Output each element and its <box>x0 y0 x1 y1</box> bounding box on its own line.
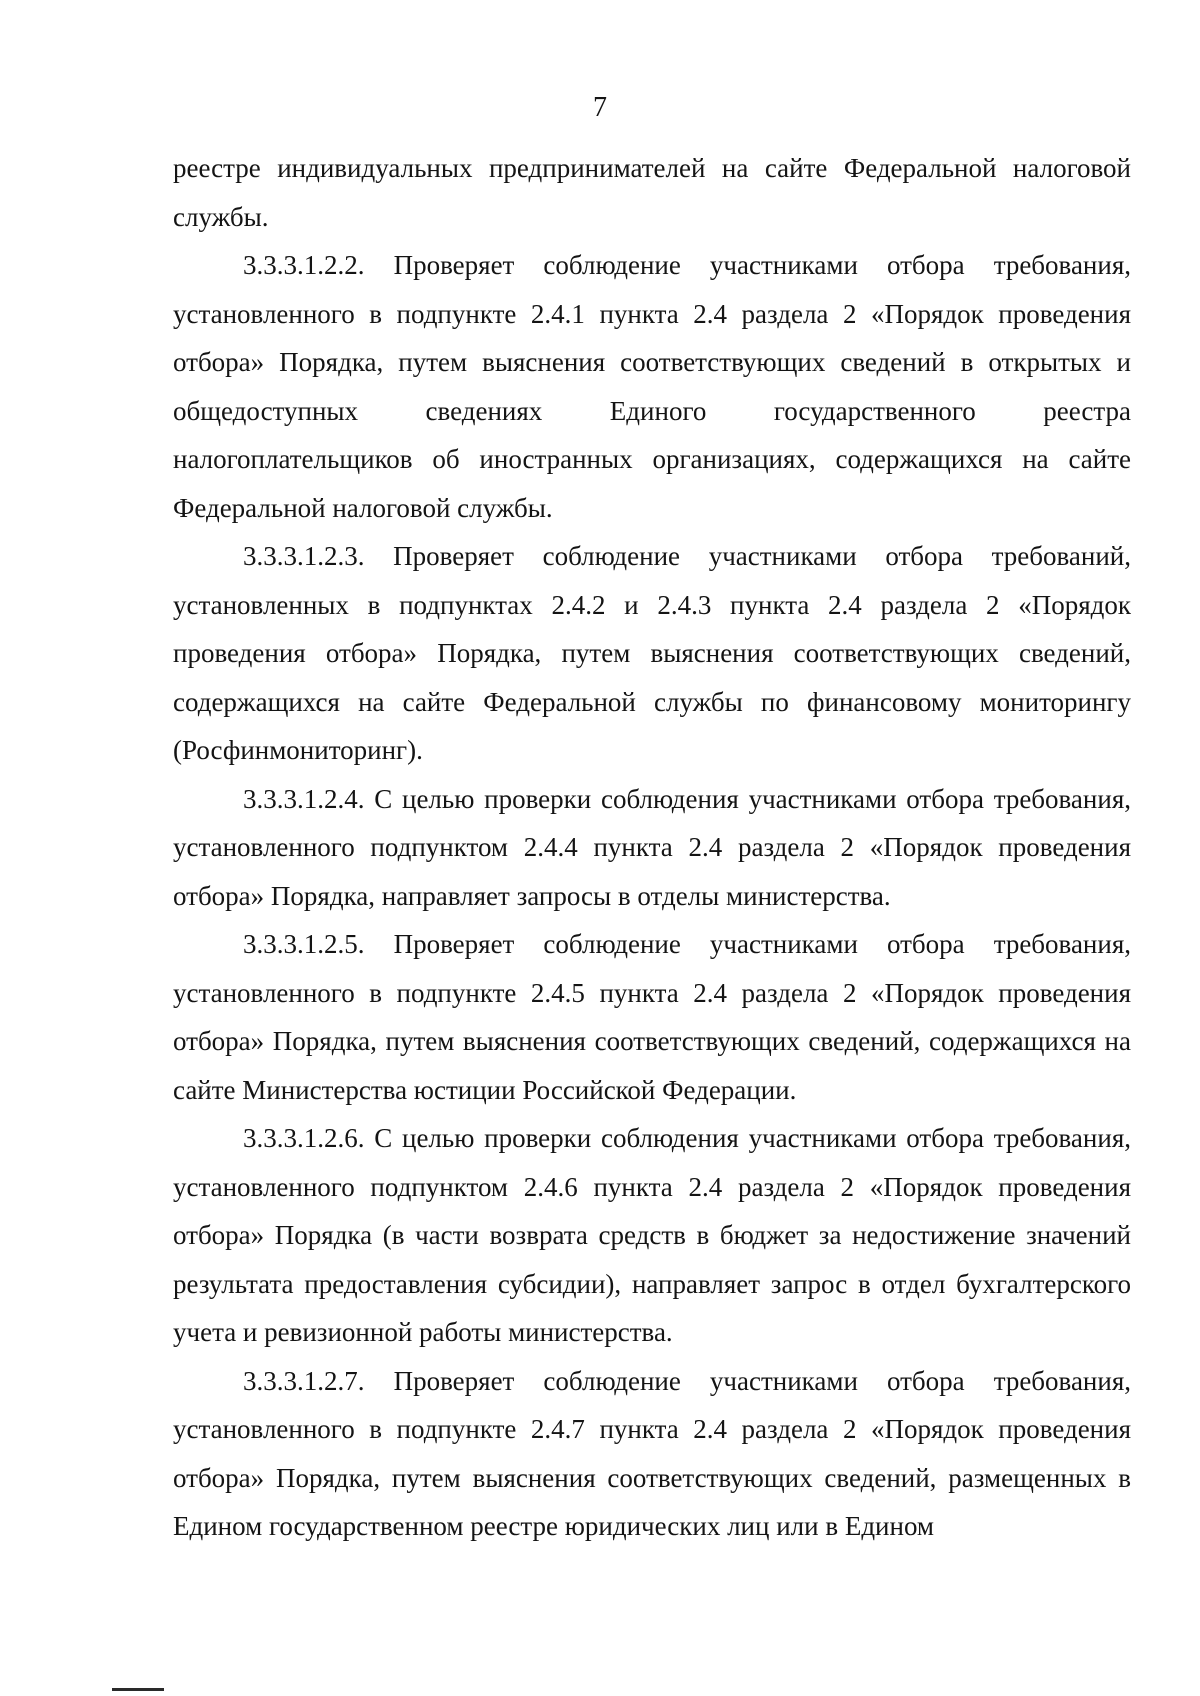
paragraph-3-3-3-1-2-5: 3.3.3.1.2.5. Проверяет соблюдение участниками отбора требования, установленного в подпункте 2.4.5 пункта 2.4 раздела 2 «Порядок проведения отбора» Порядка, путем выяснения соответствующих сведений, содержащихся на сайте Министерства юстиции Российской Федерации. <box>173 929 1131 1105</box>
paragraph-3-3-3-1-2-2: 3.3.3.1.2.2. Проверяет соблюдение участниками отбора требования, установленного в подпункте 2.4.1 пункта 2.4 раздела 2 «Порядок проведения отбора» Порядка, путем выяснения соответствующих сведений в открытых и общедоступных сведениях Единого государственного реестра налогоплательщиков об иностранных организациях, содержащихся на сайте Федеральной налоговой службы. <box>173 250 1131 523</box>
paragraph-continuation: реестре индивидуальных предпринимателей на сайте Федеральной налоговой службы. <box>173 153 1131 232</box>
scan-mark <box>112 1688 164 1691</box>
page-number: 7 <box>593 92 607 123</box>
paragraph-3-3-3-1-2-3: 3.3.3.1.2.3. Проверяет соблюдение участниками отбора требований, установленных в подпунктах 2.4.2 и 2.4.3 пункта 2.4 раздела 2 «Порядок проведения отбора» Порядка, путем выяснения соответствующих сведений, содержащихся на сайте Федеральной службы по финансовому мониторингу (Росфинмониторинг). <box>173 541 1131 765</box>
document-body <box>173 144 1131 1551</box>
paragraph-3-3-3-1-2-6: 3.3.3.1.2.6. С целью проверки соблюдения участниками отбора требования, установленного подпунктом 2.4.6 пункта 2.4 раздела 2 «Порядок проведения отбора» Порядка (в части возврата средств в бюджет за недостижение значений результата предоставления субсидии), направляет запрос в отдел бухгалтерского учета и ревизионной работы министерства. <box>173 1123 1131 1347</box>
paragraph-3-3-3-1-2-7: 3.3.3.1.2.7. Проверяет соблюдение участниками отбора требования, установленного в подпункте 2.4.7 пункта 2.4 раздела 2 «Порядок проведения отбора» Порядка, путем выяснения соответствующих сведений, размещенных в Едином государственном реестре юридических лиц или в Едином <box>173 1365 1131 1541</box>
paragraph-3-3-3-1-2-4: 3.3.3.1.2.4. С целью проверки соблюдения участниками отбора требования, установленного подпунктом 2.4.4 пункта 2.4 раздела 2 «Порядок проведения отбора» Порядка, направляет запросы в отделы министерства. <box>173 783 1131 911</box>
